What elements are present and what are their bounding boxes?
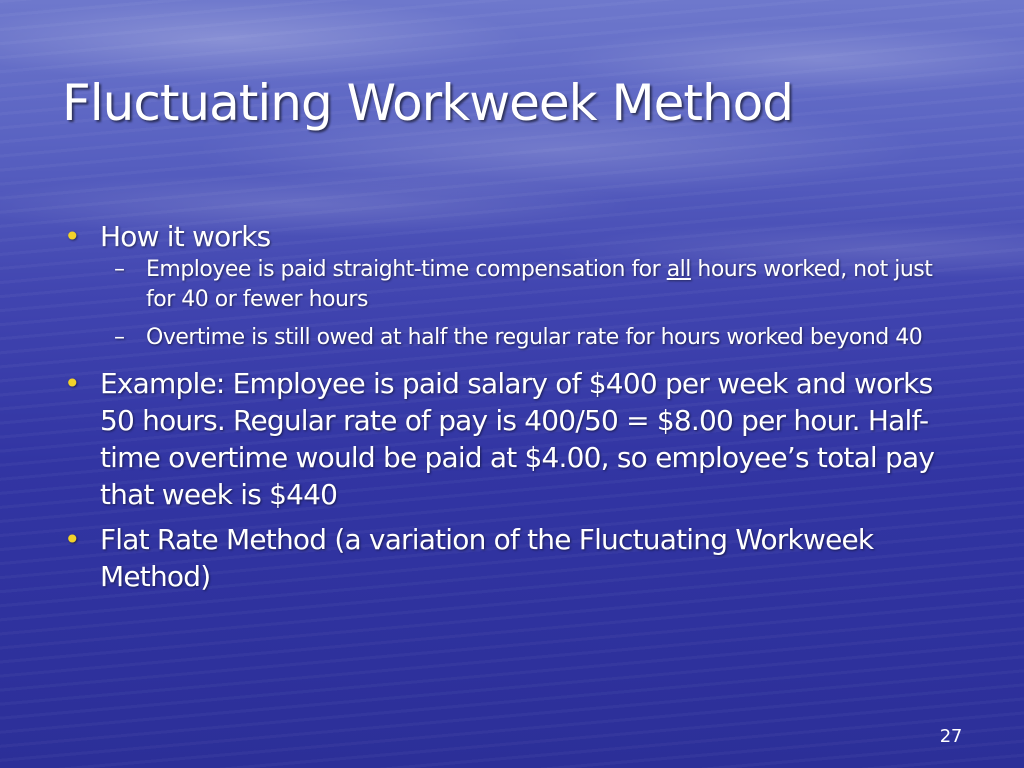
- bullet-text: Example: Employee is paid salary of $400 per week and works 50 hours. Regular rate of pay is 400/50 = $8.00 per hour. Half-time overtime would be paid at $4.00, so employee’s total pay that week is $440: [100, 367, 935, 511]
- sub-bullet-text-end: hours worked, not just for 40 or fewer hours: [146, 257, 933, 312]
- slide-body: [62, 218, 962, 595]
- slide-title: Fluctuating Workweek Method: [62, 74, 793, 132]
- bullet-text: How it works: [100, 220, 271, 253]
- sub-bullet-text: Overtime is still owed at half the regular rate for hours worked beyond 40: [146, 325, 923, 350]
- dash-icon: –: [114, 257, 125, 282]
- bullet-icon: •: [64, 367, 80, 400]
- bullet-item: [62, 521, 962, 595]
- bullet-icon: •: [64, 220, 80, 253]
- bullet-item: [62, 365, 962, 513]
- sub-bullet-item: [62, 255, 962, 315]
- page-number: 27: [939, 726, 962, 747]
- underlined-word: all: [666, 257, 691, 282]
- dash-icon: –: [114, 325, 125, 350]
- sub-bullet-item: [62, 323, 962, 353]
- bullet-item: [62, 218, 962, 255]
- bullet-text: Flat Rate Method (a variation of the Fluctuating Workweek Method): [100, 523, 874, 593]
- sub-bullet-text-start: Employee is paid straight-time compensation for: [146, 257, 667, 282]
- bullet-icon: •: [64, 523, 80, 556]
